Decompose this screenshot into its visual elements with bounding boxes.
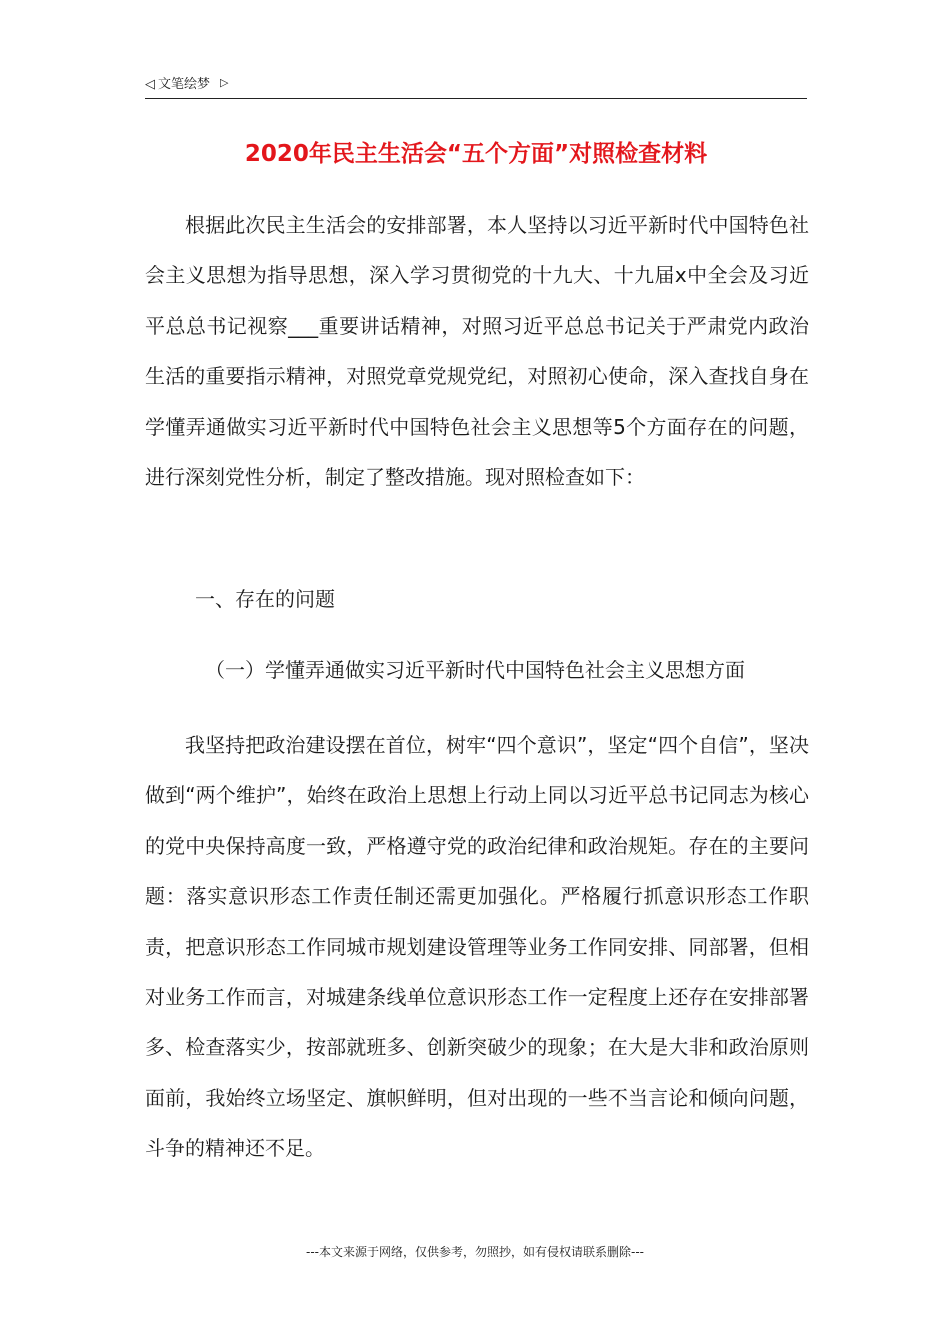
subsection-heading: （一）学懂弄通做实习近平新时代中国特色社会主义思想方面 <box>205 658 745 682</box>
footer-notice: ---本文来源于网络，仅供参考，勿照抄，如有侵权请联系删除--- <box>306 1245 644 1259</box>
section-heading: 一、存在的问题 <box>195 587 335 611</box>
triangle-right-icon: ▷ <box>220 76 229 89</box>
page-header <box>145 72 807 99</box>
document-title: 2020年民主生活会“五个方面”对照检查材料 <box>244 141 708 167</box>
header-brand <box>145 74 228 94</box>
intro-paragraph: 根据此次民主生活会的安排部署，本人坚持以习近平新时代中国特色社会主义思想为指导思想，深入学习贯彻党的十九大、十九届x中全会及习近平总总书记视察___重要讲话精神，对照习近平总总书记关于严肃党内政治生活的重要指示精神，对照党章党规党纪，对照初心使命，深入查找自身在学懂弄通做实习近平新时代中国特色社会主义思想等5个方面存在的问题，进行深刻党性分析，制定了整改措施。现对照检查如下： <box>145 213 809 490</box>
brand-text: 文笔绘梦 <box>158 77 211 92</box>
triangle-left-icon: ◁ <box>145 77 155 92</box>
body-paragraph: 我坚持把政治建设摆在首位，树牢“四个意识”，坚定“四个自信”，坚决做到“两个维护”，始终在政治上思想上行动上同以习近平总书记同志为核心的党中央保持高度一致，严格遵守党的政治纪律和政治规矩。存在的主要问题：落实意识形态工作责任制还需更加强化。严格履行抓意识形态工作职责，把意识形态工作同城市规划建设管理等业务工作同安排、同部署，但相对业务工作而言，对城建条线单位意识形态工作一定程度上还存在安排部署多、检查落实少，按部就班多、创新突破少的现象；在大是大非和政治原则面前，我始终立场坚定、旗帜鲜明，但对出现的一些不当言论和倾向问题，斗争的精神还不足。 <box>145 733 809 1161</box>
